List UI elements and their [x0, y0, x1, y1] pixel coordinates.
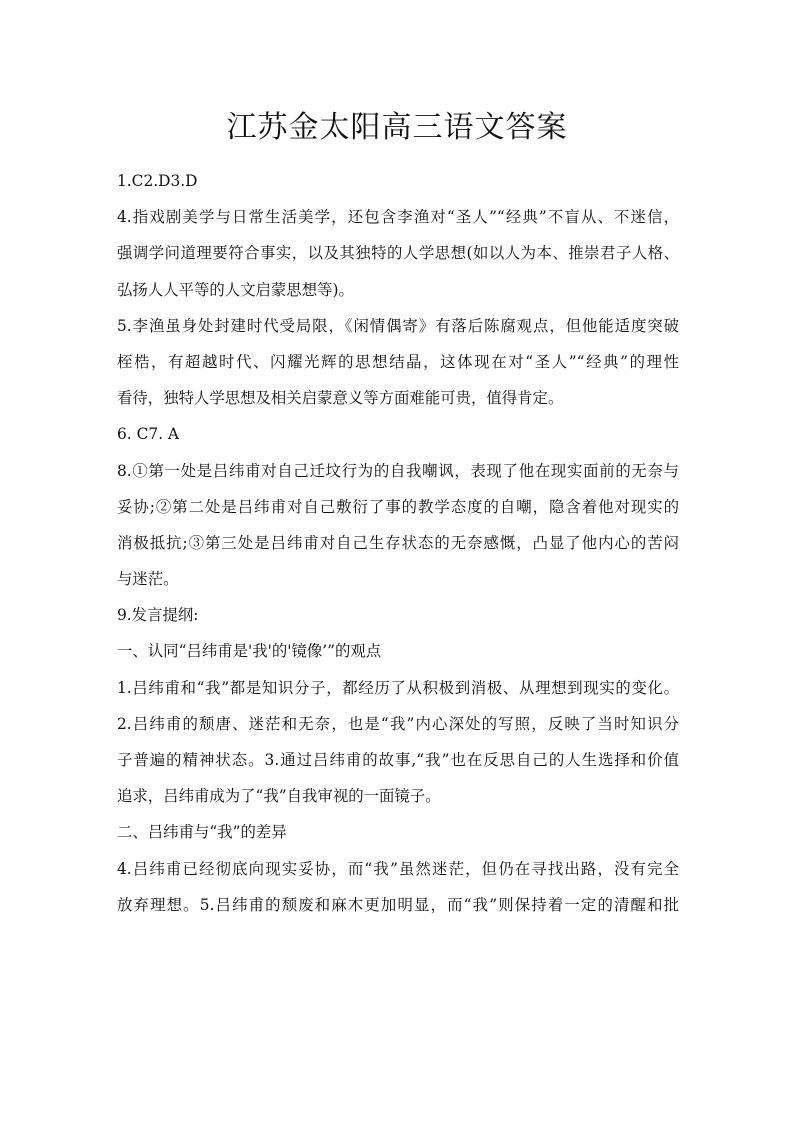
document-title: 江苏金太阳高三语文答案 — [226, 110, 568, 145]
answer-line: 1.C2.D3.D — [117, 172, 198, 190]
answer-line: 看待，独特人学思想及相关启蒙意义等方面难能可贵，值得肯定。 — [117, 389, 564, 408]
answer-line: 1.吕纬甫和“我”都是知识分子，都经历了从积极到消极、从理想到现实的变化。 — [117, 678, 679, 697]
answer-line: 5.李渔虽身处封建时代受局限，《闲情偶寄》有落后陈腐观点，但他能适度突破 — [117, 316, 679, 335]
answer-line: 6. C7. A — [117, 425, 180, 444]
answer-line: 妥协;②第二处是吕纬甫对自己敷衍了事的教学态度的自嘲，隐含着他对现实的 — [117, 497, 679, 516]
answer-line: 与迷茫。 — [117, 570, 179, 589]
answer-line: 4.吕纬甫已经彻底向现实妥协，而“我”虽然迷茫，但仍在寻找出路，没有完全 — [117, 859, 679, 878]
answer-line: 追求，吕纬甫成为了“我”自我审视的一面镜子。 — [117, 787, 441, 806]
section-heading: 二、吕纬甫与“我”的差异 — [117, 823, 287, 842]
answer-line: 2.吕纬甫的颓唐、迷茫和无奈，也是“我”内心深处的写照，反映了当时知识分 — [117, 714, 679, 733]
answer-line: 9.发言提纲: — [117, 606, 199, 625]
answer-line: 消极抵抗;③第三处是吕纬甫对自己生存状态的无奈感慨，凸显了他内心的苦闷 — [117, 533, 679, 552]
answer-line: 4.指戏剧美学与日常生活美学，还包含李渔对“圣人”“经典”不盲从、不迷信， — [117, 208, 679, 227]
answer-line: 放弃理想。5.吕纬甫的颓废和麻木更加明显，而“我”则保持着一定的清醒和批 — [117, 895, 679, 914]
section-heading: 一、认同“吕纬甫是'我'的'镜像’”的观点 — [117, 642, 382, 661]
answer-line: 8.①第一处是吕纬甫对自己迁坟行为的自我嘲讽，表现了他在现实面前的无奈与 — [117, 461, 679, 480]
answer-line: 子普遍的精神状态。3.通过吕纬甫的故事,“我”也在反思自己的人生选择和价值 — [117, 751, 679, 769]
answer-line: 桎梏，有超越时代、闪耀光辉的思想结晶，这体现在对“圣人”“经典”的理性 — [117, 352, 679, 371]
answer-line: 弘扬人人平等的人文启蒙思想等)。 — [117, 280, 354, 299]
answer-line: 强调学问道理要符合事实，以及其独特的人学思想(如以人为本、推崇君子人格、 — [117, 244, 679, 263]
document-body — [117, 163, 679, 923]
